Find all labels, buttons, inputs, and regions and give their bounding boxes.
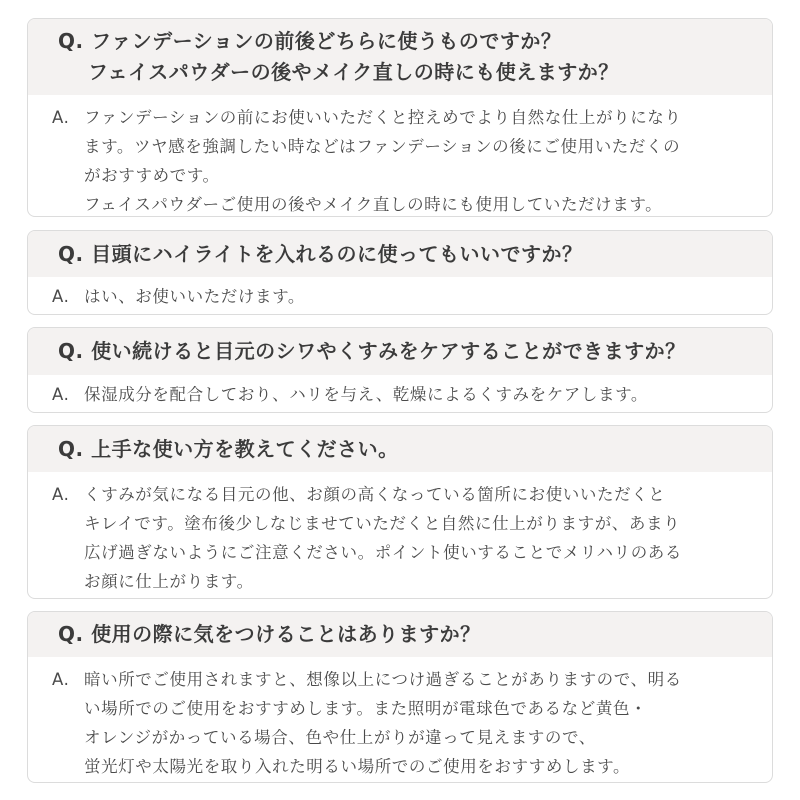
question-text: 上手な使い方を教えてください。 — [91, 436, 399, 461]
question-prefix: Q. — [58, 622, 84, 646]
faq-item — [27, 611, 773, 783]
question-text: フェイスパウダーの後やメイク直しの時にも使えますか？ — [88, 60, 619, 84]
faq-question — [28, 328, 772, 375]
question-prefix: Q. — [58, 241, 84, 266]
answer-prefix: A. — [52, 108, 70, 127]
question-line — [58, 57, 772, 88]
answer-line: お顔に仕上がります。 — [84, 572, 254, 591]
faq-answer — [28, 657, 772, 781]
question-line — [58, 434, 772, 465]
answer-line: ファンデーションの前にお使いいただくと控えめでより自然な仕上がりになり — [84, 108, 682, 127]
faq-question — [28, 19, 772, 95]
answer-line: はい、お使いいただけます。 — [84, 287, 305, 306]
faq-answer — [28, 472, 772, 596]
faq-item — [27, 425, 773, 599]
answer-line: がおすすめです。 — [84, 166, 220, 185]
answer-line: い場所でのご使用をおすすめします。また照明が電球色であるなど黄色・ — [84, 699, 648, 718]
question-line — [58, 619, 772, 650]
answer-line: 保湿成分を配合しており、ハリを与え、乾燥によるくすみをケアします。 — [84, 385, 648, 404]
faq-item — [27, 230, 773, 315]
question-prefix: Q. — [58, 29, 84, 53]
question-text: 使用の際に気をつけることはありますか？ — [91, 622, 481, 646]
faq-answer — [28, 95, 772, 217]
question-prefix: Q. — [58, 436, 84, 461]
answer-line: 暗い所でご使用されますと、想像以上につけ過ぎることがありますので、明る — [84, 670, 682, 689]
answer-prefix: A. — [52, 385, 70, 404]
answer-line: ます。ツヤ感を強調したい時などはファンデーションの後にご使用いただくの — [84, 137, 681, 156]
faq-item — [27, 327, 773, 413]
faq-answer — [28, 375, 772, 409]
answer-prefix: A. — [52, 287, 70, 306]
question-text: 使い続けると目元のシワやくすみをケアすることができますか？ — [91, 339, 686, 363]
question-line — [58, 336, 772, 367]
faq-question — [28, 426, 772, 472]
answer-line: 広げ過ぎないようにご注意ください。ポイント使いすることでメリハリのある — [84, 543, 683, 562]
answer-prefix: A. — [52, 670, 70, 689]
question-prefix: Q. — [58, 339, 84, 363]
faq-question — [28, 612, 772, 657]
answer-line: くすみが気になる目元の他、お顔の高くなっている箇所にお使いいただくと — [84, 485, 666, 504]
faq-question — [28, 231, 772, 277]
faq-item — [27, 18, 773, 217]
answer-prefix: A. — [52, 485, 70, 504]
faq-answer — [28, 277, 772, 311]
question-line — [58, 26, 772, 57]
answer-line: 蛍光灯や太陽光を取り入れた明るい場所でのご使用をおすすめします。 — [84, 757, 631, 776]
question-text: ファンデーションの前後どちらに使うものですか？ — [91, 29, 562, 53]
answer-line: フェイスパウダーご使用の後やメイク直しの時にも使用していただけます。 — [84, 195, 663, 214]
question-line — [58, 239, 772, 270]
answer-line: オレンジがかっている場合、色や仕上がりが違って見えますので、 — [84, 728, 596, 747]
answer-line: キレイです。塗布後少しなじませていただくと自然に仕上がりますが、あまり — [84, 514, 681, 533]
question-text: 目頭にハイライトを入れるのに使ってもいいですか？ — [91, 241, 583, 266]
